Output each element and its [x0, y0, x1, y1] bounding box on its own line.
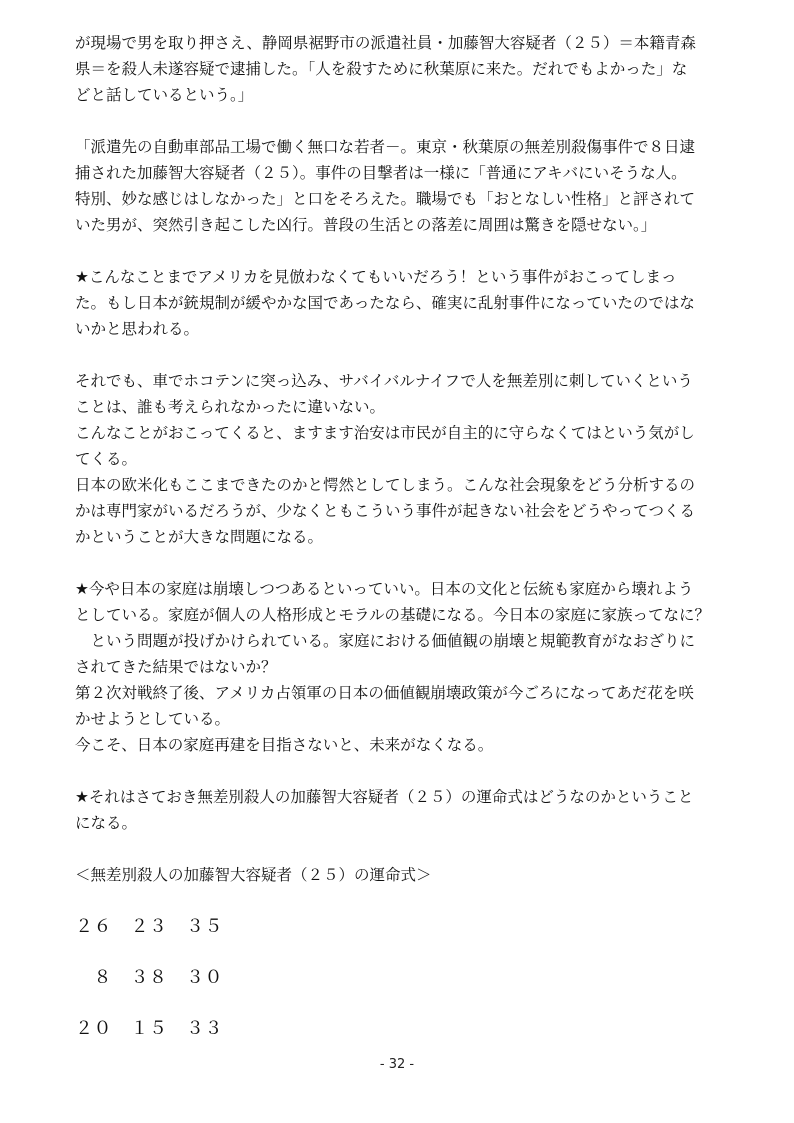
paragraph-2: 「派遣先の自動車部品工場で働く無口な若者－。東京・秋葉原の無差別殺傷事件で８日逮 捕された加藤智大容疑者（２５）。事件の目撃者は一様に「普通にアキバにいそうな人。 特別、妙な感じはしなかった」と口をそろえた。職場でも「おとなしい性格」と評されて いた男が、突然引き起こした凶行。普段の生活との落差に周囲は驚きを隠せない。」 [75, 138, 696, 234]
paragraph-5: ★今や日本の家庭は崩壊しつつあるといっていい。日本の文化と伝統も家庭から壊れよう としている。家庭が個人の人格形成とモラルの基礎になる。今日本の家庭に家族ってなに？ という問題が投げかけられている。家庭における価値観の崩壊と規範教育がなおざりに されてきた結果ではないか？ 第２次対戦終了後、アメリカ占領軍の日本の価値観崩壊政策が今ごろになってあだ花を咲 かせようとしている。 今こそ、日本の家庭再建を目指さないと、未来がなくなる。 [75, 580, 711, 754]
paragraph-3: ★こんなことまでアメリカを見倣わなくてもいいだろう！という事件がおこってしまっ た。もし日本が銃規制が緩やかな国であったなら、確実に乱射事件になっていたのではな いかと思われる。 [75, 268, 695, 338]
paragraph-6: ★それはさておき無差別殺人の加藤智大容疑者（２５）の運命式はどうなのかということ になる。 [75, 788, 694, 832]
fate-number-grid [75, 914, 725, 1042]
grid-row-3: ２０ １５ ３３ [75, 1018, 223, 1039]
grid-row-2: ８ ３８ ３０ [75, 967, 223, 988]
grid-row-1: ２６ ２３ ３５ [75, 916, 223, 937]
page-number: - 32 - [379, 1057, 415, 1072]
paragraph-1: が現場で男を取り押さえ、静岡県裾野市の派遣社員・加藤智大容疑者（２５）＝本籍青森 県＝を殺人未遂容疑で逮捕した。「人を殺すために秋葉原に来た。だれでもよかった」な どと話しているという。」 [75, 34, 696, 104]
document-body [75, 30, 725, 1067]
section-heading: ＜無差別殺人の加藤智大容疑者（２５）の運命式＞ [75, 866, 432, 884]
paragraph-4: それでも、車でホコテンに突っ込み、サバイバルナイフで人を無差別に刺していくという ことは、誰も考えられなかったに違いない。 こんなことがおこってくると、ますます治安は市民が自主的に守らなくてはという気がし てくる。 日本の欧米化もここまできたのかと愕然としてしまう。こんな社会現象をどう分析するの かは専門家がいるだろうが、少なくともこういう事件が起きない社会をどうやってつくる かということが大きな問題になる。 [75, 372, 696, 546]
